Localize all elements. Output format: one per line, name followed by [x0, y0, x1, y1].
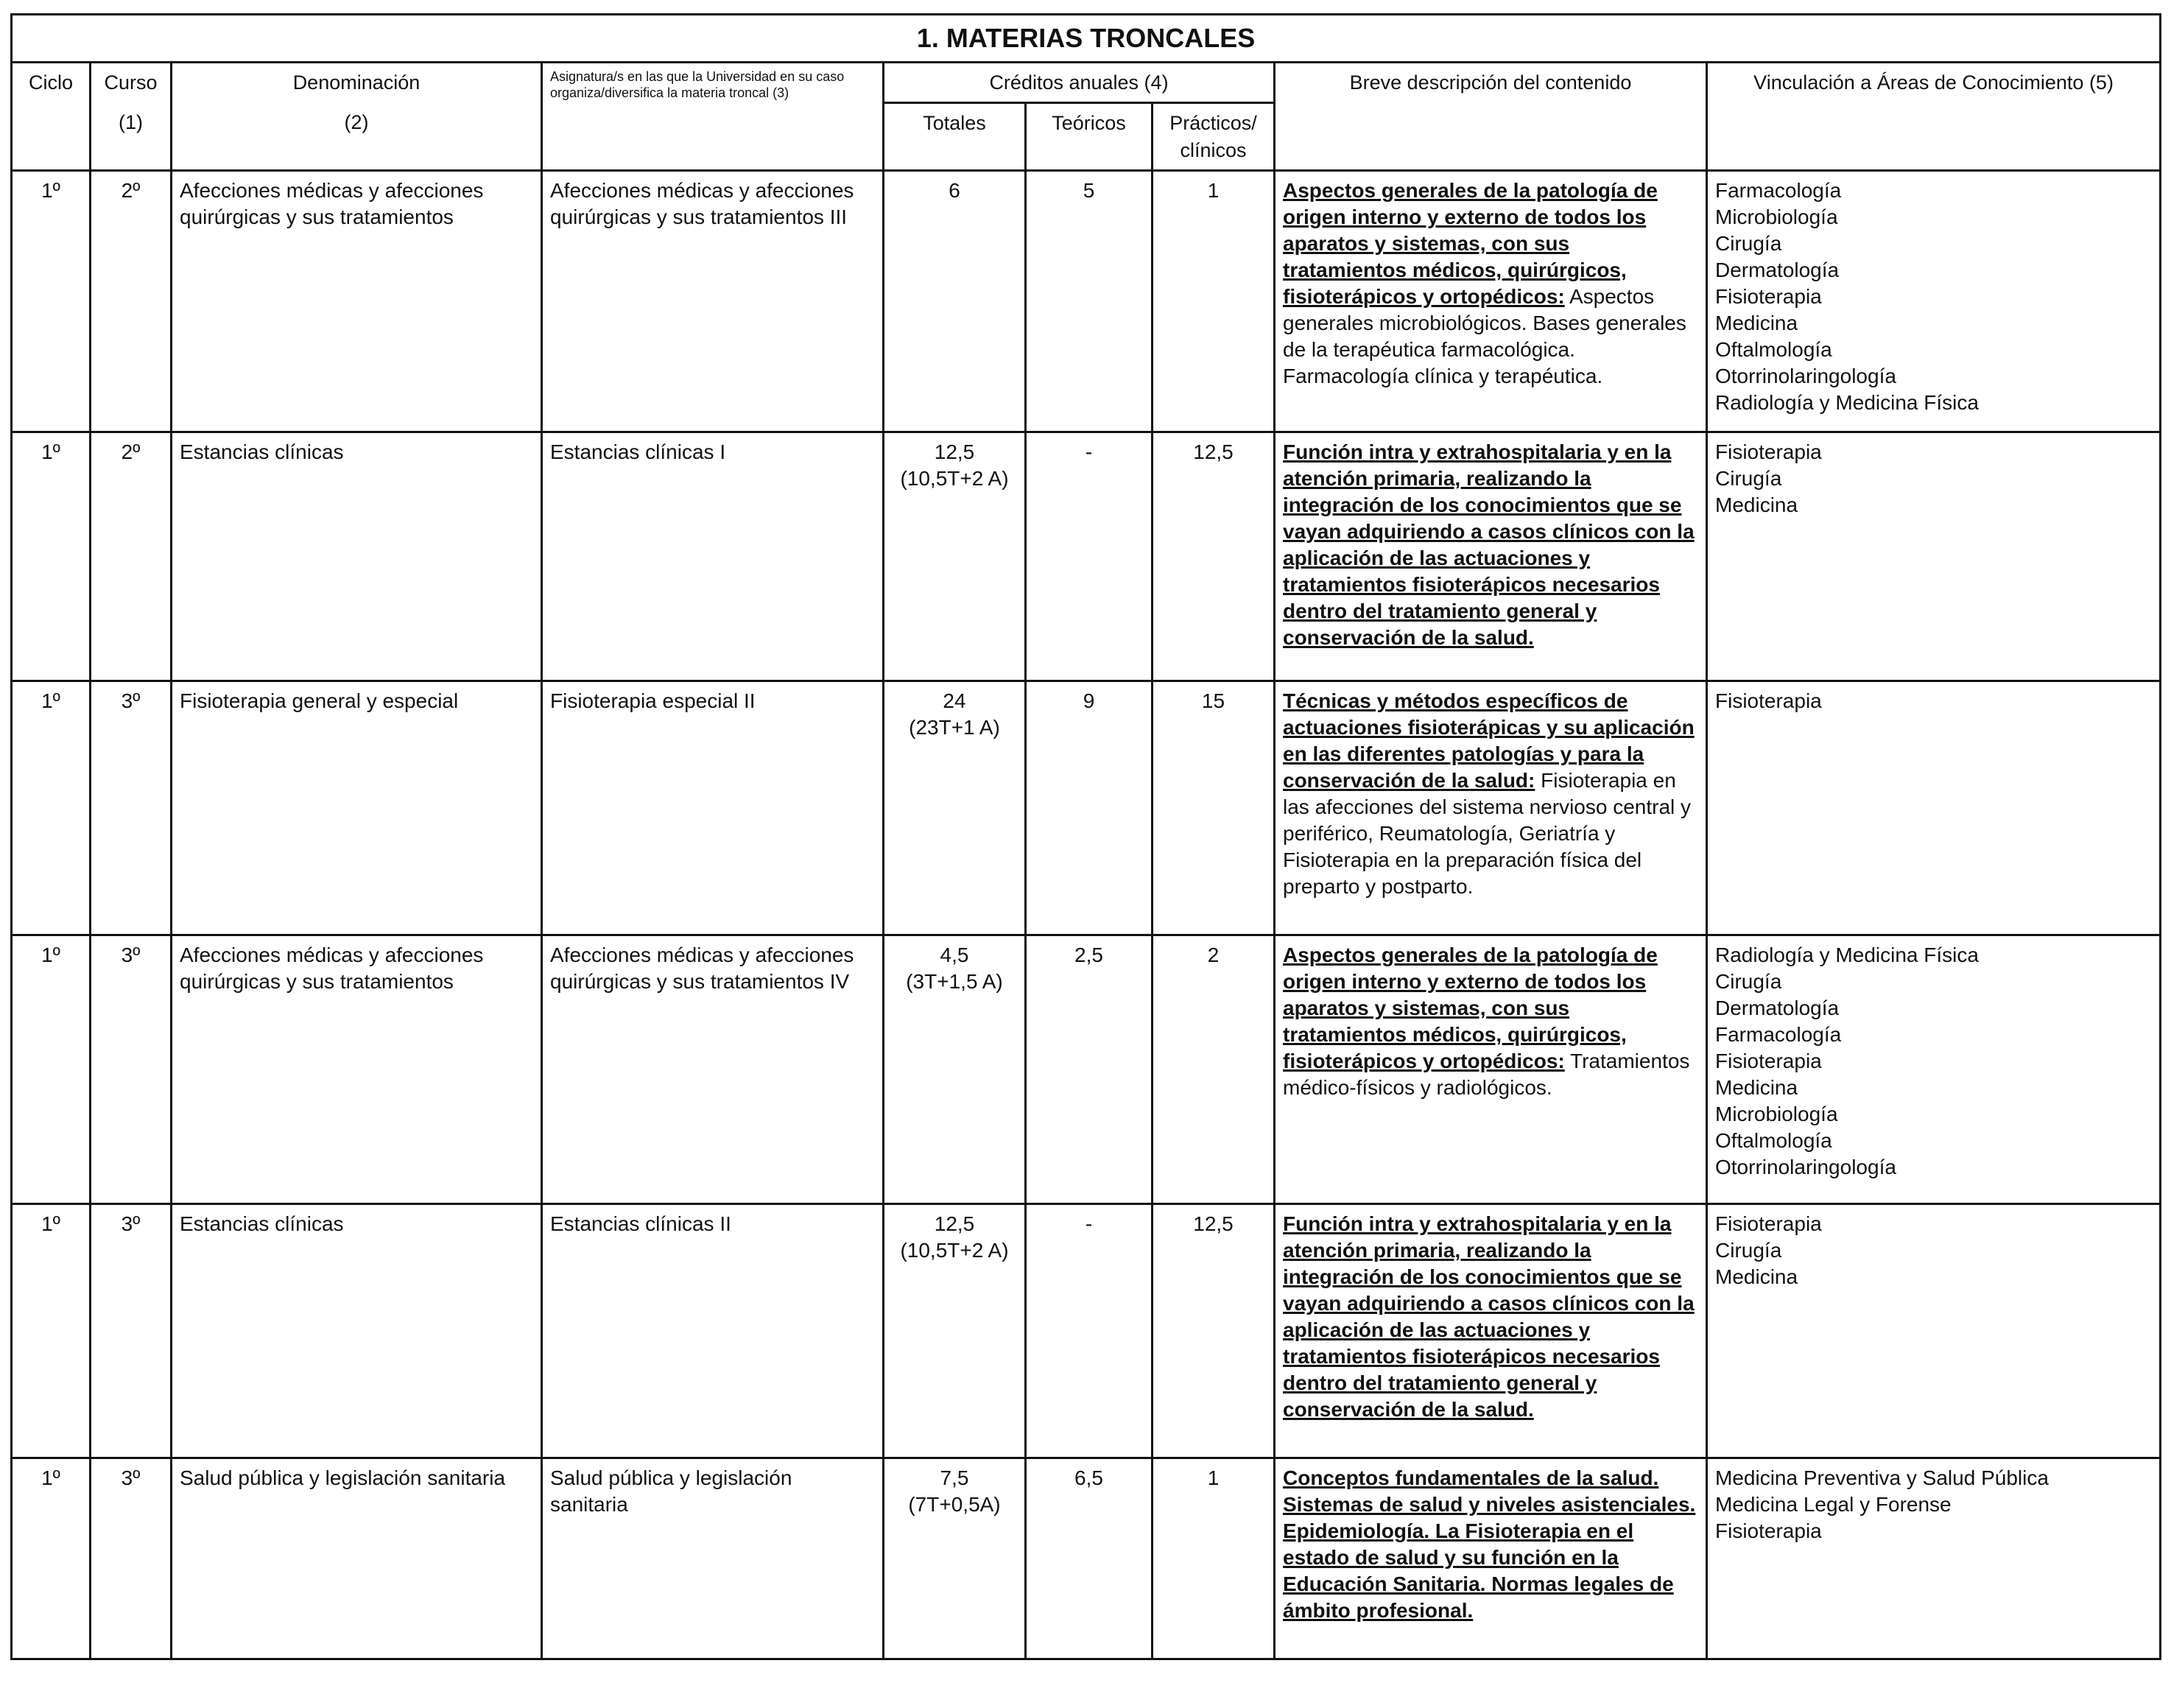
- cell-asignatura: Afecciones médicas y afecciones quirúrgicas y sus tratamientos III: [542, 171, 884, 432]
- area-item: Fisioterapia: [1715, 1212, 1822, 1236]
- area-item: Oftalmología: [1715, 338, 1832, 362]
- descripcion-heading: Aspectos generales de la patología de origen interno y externo de todos los aparatos y sistemas, con sus tratamientos médicos, quirúrgicos, fisioterápicos y ortopédicos:: [1283, 943, 1658, 1073]
- header-curso-label: Curso: [104, 71, 158, 94]
- totales-value: 24: [943, 689, 966, 713]
- cell-descripcion: [1275, 681, 1707, 935]
- header-practicos: Prácticos/ clínicos: [1153, 103, 1275, 171]
- cell-ciclo: 1º: [12, 1204, 91, 1458]
- area-item: Fisioterapia: [1715, 1519, 1822, 1543]
- header-curso-note: (1): [119, 111, 143, 134]
- cell-teoricos: 2,5: [1026, 935, 1153, 1204]
- cell-practicos: 15: [1153, 681, 1275, 935]
- table-row: [12, 681, 2161, 935]
- cell-practicos: 1: [1153, 171, 1275, 432]
- cell-curso: 3º: [91, 1458, 172, 1659]
- area-item: Cirugía: [1715, 467, 1782, 491]
- area-item: Medicina: [1715, 1265, 1798, 1289]
- descripcion-heading: Función intra y extrahospitalaria y en la atención primaria, realizando la integración de los conocimientos que se vayan adquiriendo a casos clínicos con la aplicación de las actuaciones y tratamientos fisioterápicos necesarios dentro del tratamiento general y conservación de la salud.: [1283, 440, 1695, 650]
- cell-curso: 3º: [91, 1204, 172, 1458]
- area-item: Medicina: [1715, 1076, 1798, 1100]
- header-descripcion: Breve descripción del contenido: [1275, 63, 1707, 171]
- table-title: 1. MATERIAS TRONCALES: [12, 15, 2161, 63]
- table-row: [12, 935, 2161, 1204]
- header-creditos: Créditos anuales (4): [884, 63, 1275, 103]
- cell-asignatura: Fisioterapia especial II: [542, 681, 884, 935]
- area-item: Otorrinolaringología: [1715, 1156, 1896, 1179]
- area-item: Fisioterapia: [1715, 689, 1822, 713]
- cell-asignatura: Afecciones médicas y afecciones quirúrgicas y sus tratamientos IV: [542, 935, 884, 1204]
- cell-totales: [884, 432, 1026, 681]
- table-row: [12, 171, 2161, 432]
- cell-totales: [884, 171, 1026, 432]
- cell-descripcion: [1275, 432, 1707, 681]
- area-item: Medicina: [1715, 312, 1798, 335]
- totales-value: 12,5: [934, 440, 975, 464]
- cell-descripcion: [1275, 171, 1707, 432]
- totales-breakdown: (7T+0,5A): [908, 1493, 1001, 1517]
- cell-denominacion: Estancias clínicas: [172, 1204, 542, 1458]
- cell-denominacion: Fisioterapia general y especial: [172, 681, 542, 935]
- cell-vinculacion: [1707, 432, 2161, 681]
- table-row: [12, 1458, 2161, 1659]
- cell-practicos: 1: [1153, 1458, 1275, 1659]
- cell-descripcion: [1275, 935, 1707, 1204]
- cell-teoricos: 6,5: [1026, 1458, 1153, 1659]
- descripcion-heading: Técnicas y métodos específicos de actuaciones fisioterápicas y su aplicación en las diferentes patologías y para la conservación de la salud:: [1283, 689, 1695, 793]
- cell-curso: 2º: [91, 432, 172, 681]
- cell-ciclo: 1º: [12, 1458, 91, 1659]
- area-item: Medicina: [1715, 493, 1798, 517]
- area-item: Dermatología: [1715, 259, 1840, 282]
- materias-troncales-table: [10, 13, 2161, 1660]
- cell-descripcion: [1275, 1204, 1707, 1458]
- cell-teoricos: 9: [1026, 681, 1153, 935]
- totales-value: 7,5: [940, 1466, 969, 1490]
- cell-ciclo: 1º: [12, 681, 91, 935]
- header-totales: Totales: [884, 103, 1026, 171]
- totales-value: 4,5: [940, 943, 969, 967]
- cell-vinculacion: [1707, 935, 2161, 1204]
- descripcion-heading: Función intra y extrahospitalaria y en la atención primaria, realizando la integración de los conocimientos que se vayan adquiriendo a casos clínicos con la aplicación de las actuaciones y tratamientos fisioterápicos necesarios dentro del tratamiento general y conservación de la salud.: [1283, 1212, 1695, 1421]
- descripcion-text: Tratamientos médico-físicos y radiológicos.: [1283, 1050, 1690, 1100]
- cell-totales: [884, 681, 1026, 935]
- area-item: Cirugía: [1715, 232, 1782, 256]
- area-item: Otorrinolaringología: [1715, 365, 1896, 388]
- descripcion-heading: Conceptos fundamentales de la salud. Sistemas de salud y niveles asistenciales. Epidemiología. La Fisioterapia en el estado de salud y su función en la Educación Sanitaria. Normas legales de ámbito profesional.: [1283, 1466, 1696, 1623]
- cell-practicos: 12,5: [1153, 432, 1275, 681]
- area-item: Radiología y Medicina Física: [1715, 943, 1979, 967]
- cell-asignatura: Salud pública y legislación sanitaria: [542, 1458, 884, 1659]
- cell-totales: [884, 935, 1026, 1204]
- cell-curso: 3º: [91, 681, 172, 935]
- header-denominacion: [172, 63, 542, 171]
- cell-curso: 3º: [91, 935, 172, 1204]
- totales-breakdown: (10,5T+2 A): [900, 467, 1009, 491]
- area-item: Oftalmología: [1715, 1129, 1832, 1153]
- totales-value: 6: [949, 179, 960, 203]
- area-item: Farmacología: [1715, 179, 1842, 203]
- area-item: Fisioterapia: [1715, 285, 1822, 309]
- cell-ciclo: 1º: [12, 171, 91, 432]
- cell-vinculacion: [1707, 1458, 2161, 1659]
- header-teoricos: Teóricos: [1026, 103, 1153, 171]
- cell-vinculacion: [1707, 1204, 2161, 1458]
- area-item: Farmacología: [1715, 1023, 1842, 1047]
- header-denominacion-label: Denominación: [292, 71, 421, 94]
- area-item: Cirugía: [1715, 970, 1782, 994]
- header-vinculacion: Vinculación a Áreas de Conocimiento (5): [1707, 63, 2161, 171]
- cell-asignatura: Estancias clínicas II: [542, 1204, 884, 1458]
- cell-vinculacion: [1707, 681, 2161, 935]
- header-ciclo: Ciclo: [12, 63, 91, 171]
- area-item: Cirugía: [1715, 1239, 1782, 1262]
- cell-ciclo: 1º: [12, 935, 91, 1204]
- header-curso: [91, 63, 172, 171]
- cell-curso: 2º: [91, 171, 172, 432]
- table-body: [12, 171, 2161, 1659]
- area-item: Microbiología: [1715, 1103, 1838, 1126]
- area-item: Microbiología: [1715, 205, 1838, 229]
- area-item: Medicina Legal y Forense: [1715, 1493, 1952, 1517]
- cell-ciclo: 1º: [12, 432, 91, 681]
- area-item: Fisioterapia: [1715, 440, 1822, 464]
- cell-descripcion: [1275, 1458, 1707, 1659]
- area-item: Medicina Preventiva y Salud Pública: [1715, 1466, 2049, 1490]
- cell-denominacion: Estancias clínicas: [172, 432, 542, 681]
- area-item: Dermatología: [1715, 997, 1840, 1020]
- area-item: Radiología y Medicina Física: [1715, 391, 1979, 415]
- cell-denominacion: Salud pública y legislación sanitaria: [172, 1458, 542, 1659]
- table-row: [12, 1204, 2161, 1458]
- header-asignatura: Asignatura/s en las que la Universidad en su caso organiza/diversifica la materia troncal (3): [542, 63, 884, 171]
- cell-vinculacion: [1707, 171, 2161, 432]
- table-row: [12, 432, 2161, 681]
- cell-totales: [884, 1458, 1026, 1659]
- header-denominacion-note: (2): [344, 111, 369, 134]
- descripcion-text: Aspectos generales microbiológicos. Bases generales de la terapéutica farmacológica. Farmacología clínica y terapéutica.: [1283, 285, 1686, 388]
- cell-teoricos: 5: [1026, 171, 1153, 432]
- cell-teoricos: -: [1026, 1204, 1153, 1458]
- cell-denominacion: Afecciones médicas y afecciones quirúrgicas y sus tratamientos: [172, 935, 542, 1204]
- descripcion-text: Fisioterapia en las afecciones del sistema nervioso central y periférico, Reumatología, Geriatría y Fisioterapia en la preparación física del preparto y postparto.: [1283, 769, 1692, 899]
- totales-breakdown: (23T+1 A): [909, 716, 1000, 739]
- descripcion-heading: Aspectos generales de la patología de origen interno y externo de todos los aparatos y sistemas, con sus tratamientos médicos, quirúrgicos, fisioterápicos y ortopédicos:: [1283, 179, 1658, 309]
- cell-asignatura: Estancias clínicas I: [542, 432, 884, 681]
- totales-value: 12,5: [934, 1212, 975, 1236]
- cell-practicos: 12,5: [1153, 1204, 1275, 1458]
- cell-denominacion: Afecciones médicas y afecciones quirúrgicas y sus tratamientos: [172, 171, 542, 432]
- area-item: Fisioterapia: [1715, 1050, 1822, 1073]
- cell-teoricos: -: [1026, 432, 1153, 681]
- cell-totales: [884, 1204, 1026, 1458]
- totales-breakdown: (3T+1,5 A): [906, 970, 1003, 994]
- cell-practicos: 2: [1153, 935, 1275, 1204]
- totales-breakdown: (10,5T+2 A): [900, 1239, 1009, 1262]
